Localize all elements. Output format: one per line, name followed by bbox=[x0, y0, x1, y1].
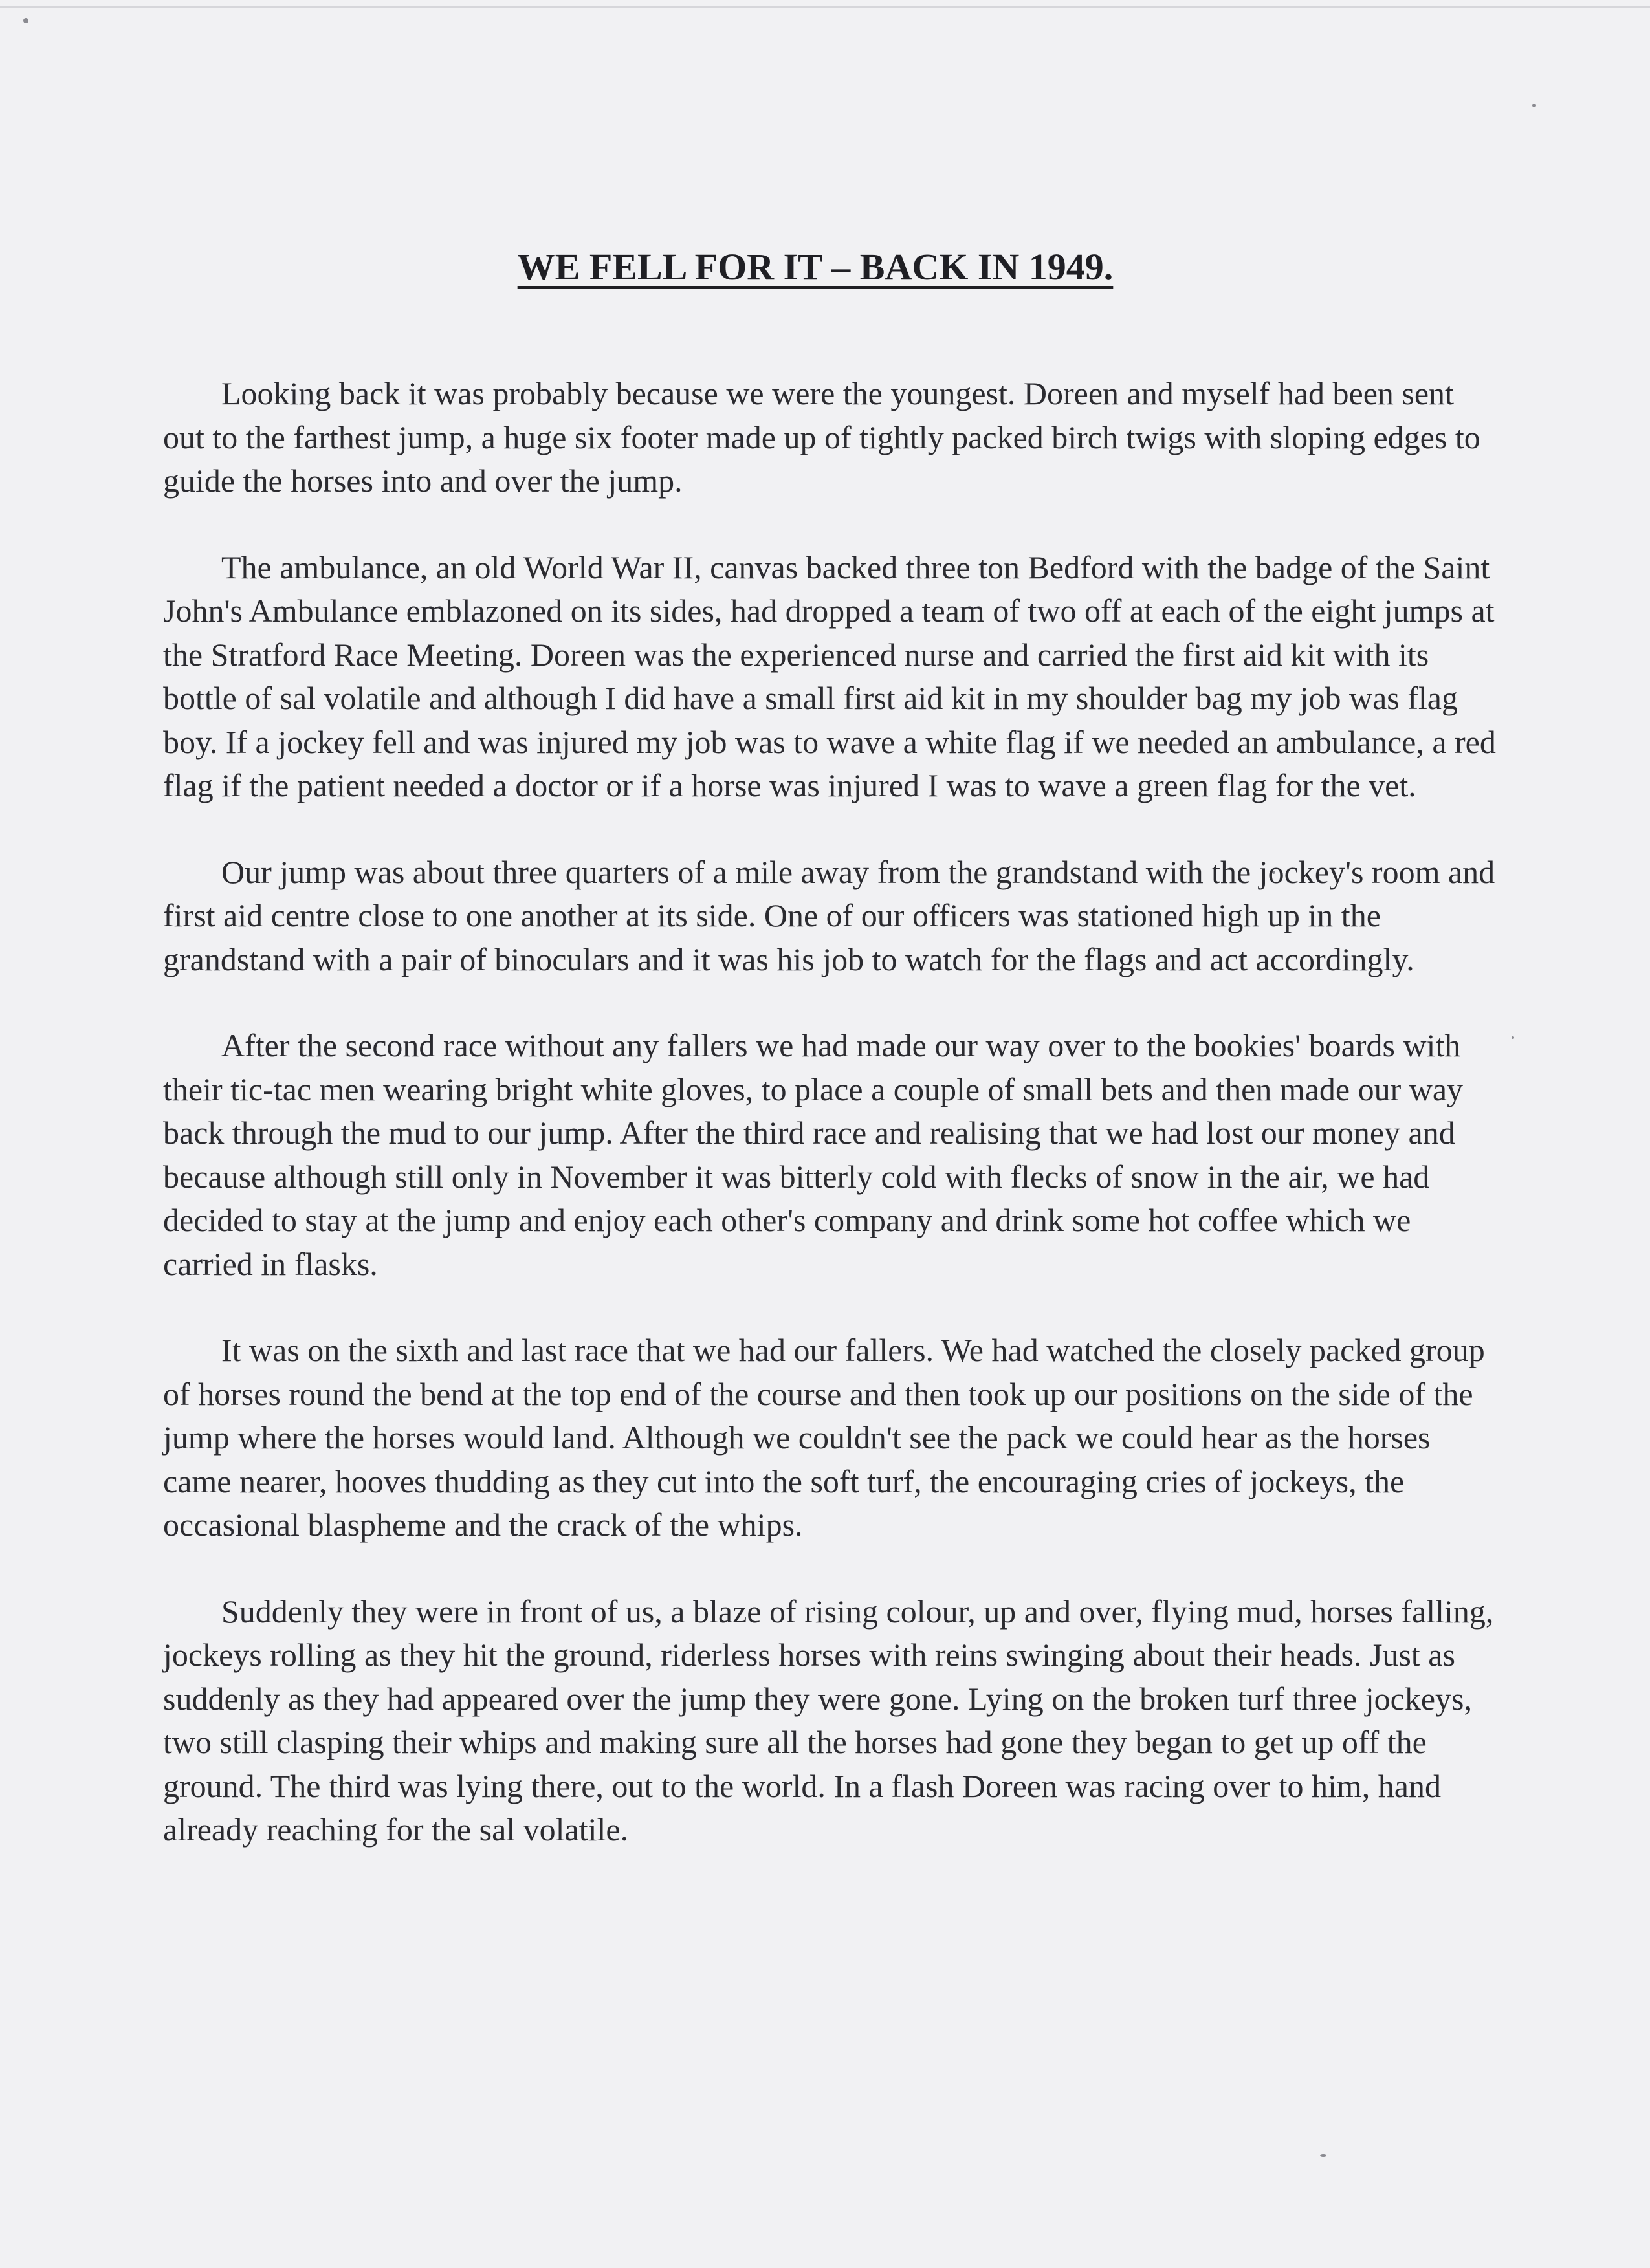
scan-speck bbox=[1320, 2154, 1326, 2157]
paragraph: The ambulance, an old World War II, canvas backed three ton Bedford with the badge of the Saint John's Ambulance emblazoned on its sides, had dropped a team of two off at each of the eight jumps at the Stratford Race Meeting. Doreen was the experienced nurse and carried the first aid kit with its bottle of sal volatile and although I did have a small first aid kit in my shoulder bag my job was flag boy. If a jockey fell and was injured my job was to wave a white flag if we needed an ambulance, a red flag if the patient needed a doctor or if a horse was injured I was to wave a green flag for the vet. bbox=[163, 549, 1496, 803]
paragraph: After the second race without any fallers we had made our way over to the bookies' boards with their tic-tac men wearing bright white gloves, to place a couple of small bets and then made our way back through the mud to our jump. After the third race and realising that we had lost our money and because although still only in November it was bitterly cold with flecks of snow in the air, we had decided to stay at the jump and enjoy each other's company and drink some hot coffee which we carried in flasks. bbox=[163, 1027, 1464, 1282]
document-body bbox=[163, 372, 1496, 1895]
paragraph: Suddenly they were in front of us, a blaze of rising colour, up and over, flying mud, horses falling, jockeys rolling as they hit the ground, riderless horses with reins swinging about their heads. Just as suddenly as they had appeared over the jump they were gone. Lying on the broken turf three jockeys, two still clasping their whips and making sure all the horses had gone they began to get up off the ground. The third was lying there, out to the world. In a flash Doreen was racing over to him, hand already reaching for the sal volatile. bbox=[163, 1593, 1494, 1848]
scan-edge-line bbox=[0, 6, 1650, 8]
scan-speck bbox=[23, 18, 28, 23]
paragraph: It was on the sixth and last race that we had our fallers. We had watched the closely packed group of horses round the bend at the top end of the course and then took up our positions on the side of the jump where the horses would land. Although we couldn't see the pack we could hear as the horses came nearer, hooves thudding as they cut into the soft turf, the encouraging cries of jockeys, the occasional blaspheme and the crack of the whips. bbox=[163, 1332, 1485, 1543]
paragraph: Our jump was about three quarters of a mile away from the grandstand with the jockey's room and first aid centre close to one another at its side. One of our officers was stationed high up in the grandstand with a pair of binoculars and it was his job to watch for the flags and act accordingly. bbox=[163, 853, 1495, 977]
page-title: WE FELL FOR IT – BACK IN 1949. bbox=[517, 245, 1114, 288]
scan-speck bbox=[1532, 104, 1536, 107]
paragraph: Looking back it was probably because we were the youngest. Doreen and myself had been sent out to the farthest jump, a huge six footer made up of tightly packed birch twigs with sloping edges to guide the horses into and over the jump. bbox=[163, 375, 1480, 499]
scan-speck bbox=[1512, 1036, 1514, 1039]
